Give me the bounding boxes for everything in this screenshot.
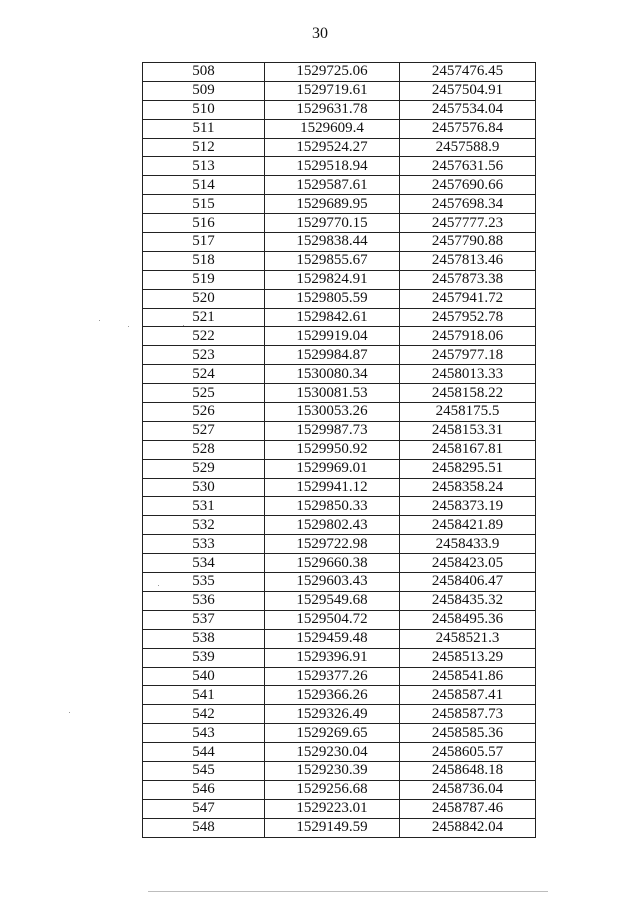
x-coordinate-cell: 1529459.48 (265, 629, 400, 648)
point-number-cell: 529 (143, 459, 265, 478)
table-row (143, 81, 536, 100)
x-coordinate-cell: 1529725.06 (265, 63, 400, 82)
table-row (143, 346, 536, 365)
x-coordinate-cell: 1530080.34 (265, 365, 400, 384)
table-row (143, 308, 536, 327)
point-number-cell: 546 (143, 780, 265, 799)
y-coordinate-cell: 2458167.81 (400, 440, 536, 459)
point-number-cell: 538 (143, 629, 265, 648)
y-coordinate-cell: 2458587.41 (400, 686, 536, 705)
table-row (143, 591, 536, 610)
table-row (143, 403, 536, 422)
point-number-cell: 539 (143, 648, 265, 667)
y-coordinate-cell: 2458521.3 (400, 629, 536, 648)
x-coordinate-cell: 1529770.15 (265, 214, 400, 233)
y-coordinate-cell: 2458433.9 (400, 535, 536, 554)
table-row (143, 497, 536, 516)
y-coordinate-cell: 2458842.04 (400, 818, 536, 837)
x-coordinate-cell: 1529396.91 (265, 648, 400, 667)
table-row (143, 648, 536, 667)
table-row (143, 780, 536, 799)
table-row (143, 251, 536, 270)
y-coordinate-cell: 2457534.04 (400, 100, 536, 119)
x-coordinate-cell: 1529689.95 (265, 195, 400, 214)
point-number-cell: 525 (143, 384, 265, 403)
scan-speck (69, 712, 70, 713)
x-coordinate-cell: 1529609.4 (265, 119, 400, 138)
y-coordinate-cell: 2457777.23 (400, 214, 536, 233)
y-coordinate-cell: 2458421.89 (400, 516, 536, 535)
table-row (143, 421, 536, 440)
x-coordinate-cell: 1529855.67 (265, 251, 400, 270)
table-row (143, 743, 536, 762)
table-row (143, 270, 536, 289)
x-coordinate-cell: 1529719.61 (265, 81, 400, 100)
point-number-cell: 521 (143, 308, 265, 327)
table-row (143, 667, 536, 686)
x-coordinate-cell: 1529524.27 (265, 138, 400, 157)
x-coordinate-cell: 1529969.01 (265, 459, 400, 478)
y-coordinate-cell: 2458175.5 (400, 403, 536, 422)
scan-speck (99, 320, 100, 321)
point-number-cell: 545 (143, 761, 265, 780)
y-coordinate-cell: 2458585.36 (400, 724, 536, 743)
x-coordinate-cell: 1529631.78 (265, 100, 400, 119)
y-coordinate-cell: 2457576.84 (400, 119, 536, 138)
point-number-cell: 544 (143, 743, 265, 762)
y-coordinate-cell: 2458495.36 (400, 610, 536, 629)
x-coordinate-cell: 1529518.94 (265, 157, 400, 176)
point-number-cell: 527 (143, 421, 265, 440)
table-row (143, 100, 536, 119)
x-coordinate-cell: 1529504.72 (265, 610, 400, 629)
y-coordinate-cell: 2458373.19 (400, 497, 536, 516)
table-row (143, 214, 536, 233)
point-number-cell: 515 (143, 195, 265, 214)
point-number-cell: 508 (143, 63, 265, 82)
y-coordinate-cell: 2457690.66 (400, 176, 536, 195)
point-number-cell: 519 (143, 270, 265, 289)
y-coordinate-cell: 2457977.18 (400, 346, 536, 365)
y-coordinate-cell: 2457952.78 (400, 308, 536, 327)
table-row (143, 761, 536, 780)
point-number-cell: 511 (143, 119, 265, 138)
y-coordinate-cell: 2458541.86 (400, 667, 536, 686)
y-coordinate-cell: 2457941.72 (400, 289, 536, 308)
point-number-cell: 530 (143, 478, 265, 497)
point-number-cell: 513 (143, 157, 265, 176)
x-coordinate-cell: 1529984.87 (265, 346, 400, 365)
table-row (143, 459, 536, 478)
y-coordinate-cell: 2458423.05 (400, 554, 536, 573)
scan-speck (183, 325, 184, 326)
table-body (143, 63, 536, 838)
page-number: 30 (312, 25, 328, 42)
y-coordinate-cell: 2458648.18 (400, 761, 536, 780)
point-number-cell: 533 (143, 535, 265, 554)
table-row (143, 573, 536, 592)
x-coordinate-cell: 1529802.43 (265, 516, 400, 535)
table-row (143, 119, 536, 138)
x-coordinate-cell: 1529603.43 (265, 573, 400, 592)
x-coordinate-cell: 1529660.38 (265, 554, 400, 573)
point-number-cell: 514 (143, 176, 265, 195)
x-coordinate-cell: 1529850.33 (265, 497, 400, 516)
x-coordinate-cell: 1529230.39 (265, 761, 400, 780)
table-row (143, 686, 536, 705)
table-row (143, 157, 536, 176)
y-coordinate-cell: 2458295.51 (400, 459, 536, 478)
table-row (143, 705, 536, 724)
table-row (143, 610, 536, 629)
point-number-cell: 524 (143, 365, 265, 384)
point-number-cell: 509 (143, 81, 265, 100)
table-row (143, 818, 536, 837)
point-number-cell: 537 (143, 610, 265, 629)
y-coordinate-cell: 2457790.88 (400, 233, 536, 252)
point-number-cell: 543 (143, 724, 265, 743)
x-coordinate-cell: 1529377.26 (265, 667, 400, 686)
y-coordinate-cell: 2457476.45 (400, 63, 536, 82)
x-coordinate-cell: 1530081.53 (265, 384, 400, 403)
table-row (143, 440, 536, 459)
y-coordinate-cell: 2457698.34 (400, 195, 536, 214)
y-coordinate-cell: 2457813.46 (400, 251, 536, 270)
table-row (143, 176, 536, 195)
table-row (143, 327, 536, 346)
x-coordinate-cell: 1530053.26 (265, 403, 400, 422)
scan-speck (128, 326, 129, 327)
point-number-cell: 520 (143, 289, 265, 308)
table-row (143, 724, 536, 743)
point-number-cell: 523 (143, 346, 265, 365)
table-row (143, 384, 536, 403)
y-coordinate-cell: 2457504.91 (400, 81, 536, 100)
table-row (143, 138, 536, 157)
point-number-cell: 535 (143, 573, 265, 592)
x-coordinate-cell: 1529230.04 (265, 743, 400, 762)
table-row (143, 799, 536, 818)
point-number-cell: 510 (143, 100, 265, 119)
table-row (143, 535, 536, 554)
y-coordinate-cell: 2458513.29 (400, 648, 536, 667)
x-coordinate-cell: 1529722.98 (265, 535, 400, 554)
y-coordinate-cell: 2458605.57 (400, 743, 536, 762)
x-coordinate-cell: 1529919.04 (265, 327, 400, 346)
y-coordinate-cell: 2457588.9 (400, 138, 536, 157)
table-row (143, 365, 536, 384)
point-number-cell: 512 (143, 138, 265, 157)
point-number-cell: 532 (143, 516, 265, 535)
y-coordinate-cell: 2458787.46 (400, 799, 536, 818)
point-number-cell: 516 (143, 214, 265, 233)
y-coordinate-cell: 2457631.56 (400, 157, 536, 176)
table-row (143, 554, 536, 573)
x-coordinate-cell: 1529366.26 (265, 686, 400, 705)
table-row (143, 233, 536, 252)
table-row (143, 289, 536, 308)
y-coordinate-cell: 2458358.24 (400, 478, 536, 497)
x-coordinate-cell: 1529549.68 (265, 591, 400, 610)
y-coordinate-cell: 2458435.32 (400, 591, 536, 610)
y-coordinate-cell: 2457873.38 (400, 270, 536, 289)
x-coordinate-cell: 1529842.61 (265, 308, 400, 327)
x-coordinate-cell: 1529950.92 (265, 440, 400, 459)
point-number-cell: 541 (143, 686, 265, 705)
x-coordinate-cell: 1529587.61 (265, 176, 400, 195)
point-number-cell: 526 (143, 403, 265, 422)
point-number-cell: 536 (143, 591, 265, 610)
point-number-cell: 528 (143, 440, 265, 459)
x-coordinate-cell: 1529149.59 (265, 818, 400, 837)
y-coordinate-cell: 2458406.47 (400, 573, 536, 592)
point-number-cell: 531 (143, 497, 265, 516)
y-coordinate-cell: 2458158.22 (400, 384, 536, 403)
table-row (143, 63, 536, 82)
bottom-rule (148, 891, 548, 892)
x-coordinate-cell: 1529838.44 (265, 233, 400, 252)
coordinates-table (142, 62, 536, 838)
y-coordinate-cell: 2457918.06 (400, 327, 536, 346)
table-row (143, 516, 536, 535)
x-coordinate-cell: 1529824.91 (265, 270, 400, 289)
table-row (143, 629, 536, 648)
table-row (143, 195, 536, 214)
point-number-cell: 534 (143, 554, 265, 573)
point-number-cell: 548 (143, 818, 265, 837)
point-number-cell: 522 (143, 327, 265, 346)
table-row (143, 478, 536, 497)
point-number-cell: 518 (143, 251, 265, 270)
x-coordinate-cell: 1529987.73 (265, 421, 400, 440)
scan-speck (158, 585, 159, 586)
y-coordinate-cell: 2458587.73 (400, 705, 536, 724)
y-coordinate-cell: 2458736.04 (400, 780, 536, 799)
point-number-cell: 517 (143, 233, 265, 252)
point-number-cell: 540 (143, 667, 265, 686)
y-coordinate-cell: 2458153.31 (400, 421, 536, 440)
x-coordinate-cell: 1529941.12 (265, 478, 400, 497)
x-coordinate-cell: 1529805.59 (265, 289, 400, 308)
x-coordinate-cell: 1529223.01 (265, 799, 400, 818)
x-coordinate-cell: 1529256.68 (265, 780, 400, 799)
x-coordinate-cell: 1529326.49 (265, 705, 400, 724)
y-coordinate-cell: 2458013.33 (400, 365, 536, 384)
point-number-cell: 542 (143, 705, 265, 724)
point-number-cell: 547 (143, 799, 265, 818)
x-coordinate-cell: 1529269.65 (265, 724, 400, 743)
